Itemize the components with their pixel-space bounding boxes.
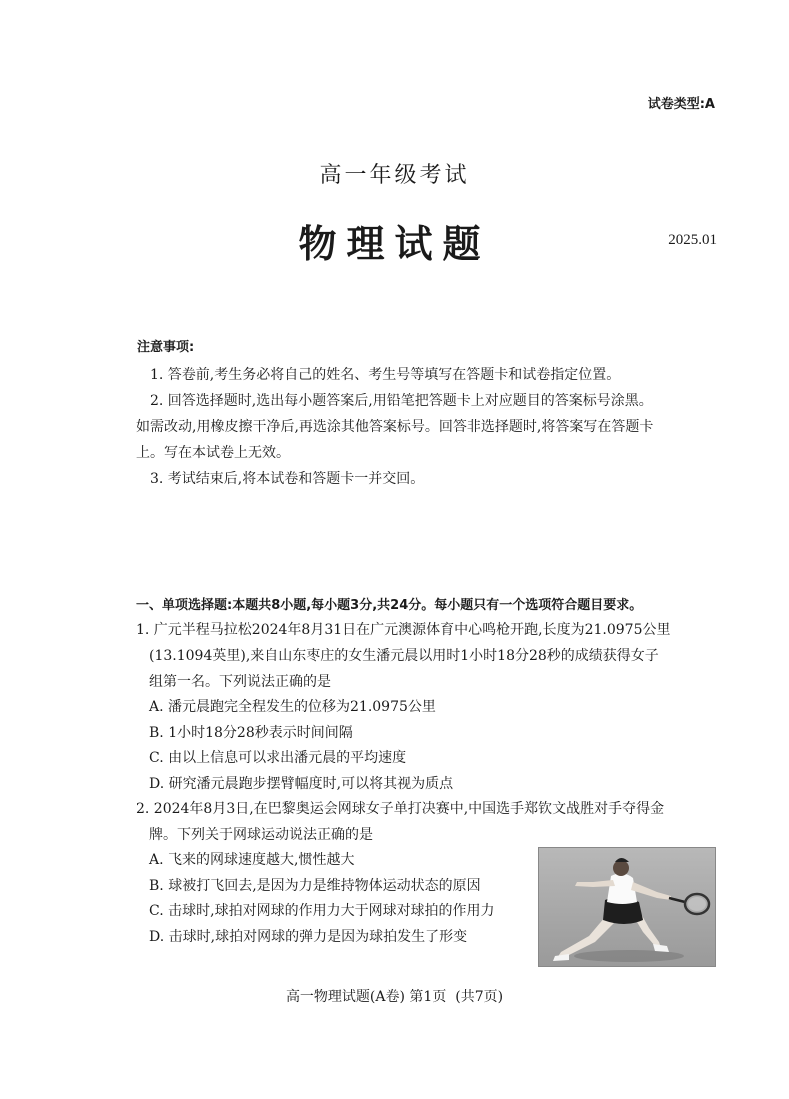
question-2-option-b: B. 球被打飞回去,是因为力是维持物体运动状态的原因 — [149, 878, 481, 894]
question-1-stem: 1. 广元半程马拉松2024年8月31日在广元澳源体育中心鸣枪开跑,长度为21.0975公里 — [136, 622, 671, 638]
question-1-stem-cont: (13.1094英里),来自山东枣庄的女生潘元晨以用时1小时18分28秒的成绩获得女子 — [149, 648, 659, 664]
page-footer: 高一物理试题(A卷) 第1页 (共7页) — [285, 989, 504, 1005]
question-2-option-d: D. 击球时,球拍对网球的弹力是因为球拍发生了形变 — [149, 929, 468, 945]
notice-heading: 注意事项: — [137, 340, 195, 355]
notice-item-2: 2. 回答选择题时,选出每小题答案后,用铅笔把答题卡上对应题目的答案标号涂黑。 — [150, 393, 653, 409]
exam-date: 2025.01 — [668, 232, 717, 248]
question-1-option-b: B. 1小时18分28秒表示时间间隔 — [149, 725, 353, 741]
notice-item-1: 1. 答卷前,考生务必将自己的姓名、考生号等填写在答题卡和试卷指定位置。 — [150, 367, 621, 383]
question-1-option-c: C. 由以上信息可以求出潘元晨的平均速度 — [149, 750, 407, 766]
paper-type-label: 试卷类型:A — [647, 97, 715, 112]
question-1-stem-cont2: 组第一名。下列说法正确的是 — [149, 674, 331, 690]
question-2-option-c: C. 击球时,球拍对网球的作用力大于网球对球拍的作用力 — [149, 903, 495, 919]
question-2-option-a: A. 飞来的网球速度越大,惯性越大 — [149, 852, 355, 868]
question-1-option-d: D. 研究潘元晨跑步摆臂幅度时,可以将其视为质点 — [149, 776, 454, 792]
question-2-stem: 2. 2024年8月3日,在巴黎奥运会网球女子单打决赛中,中国选手郑钦文战胜对手夺得金 — [136, 801, 665, 817]
section-heading: 一、单项选择题:本题共8小题,每小题3分,共24分。每小题只有一个选项符合题目要求。 — [136, 598, 643, 613]
subject-title: 物理试题 — [298, 221, 491, 266]
question-1-option-a: A. 潘元晨跑完全程发生的位移为21.0975公里 — [149, 699, 436, 715]
tennis-player-photo — [538, 847, 716, 967]
notice-item-3: 3. 考试结束后,将本试卷和答题卡一并交回。 — [150, 471, 425, 487]
notice-item-2-cont: 如需改动,用橡皮擦干净后,再选涂其他答案标号。回答非选择题时,将答案写在答题卡 — [136, 419, 654, 435]
grade-title: 高一年级考试 — [319, 163, 470, 188]
question-2-stem-cont: 牌。下列关于网球运动说法正确的是 — [149, 827, 373, 843]
notice-item-2-cont2: 上。写在本试卷上无效。 — [136, 445, 290, 461]
